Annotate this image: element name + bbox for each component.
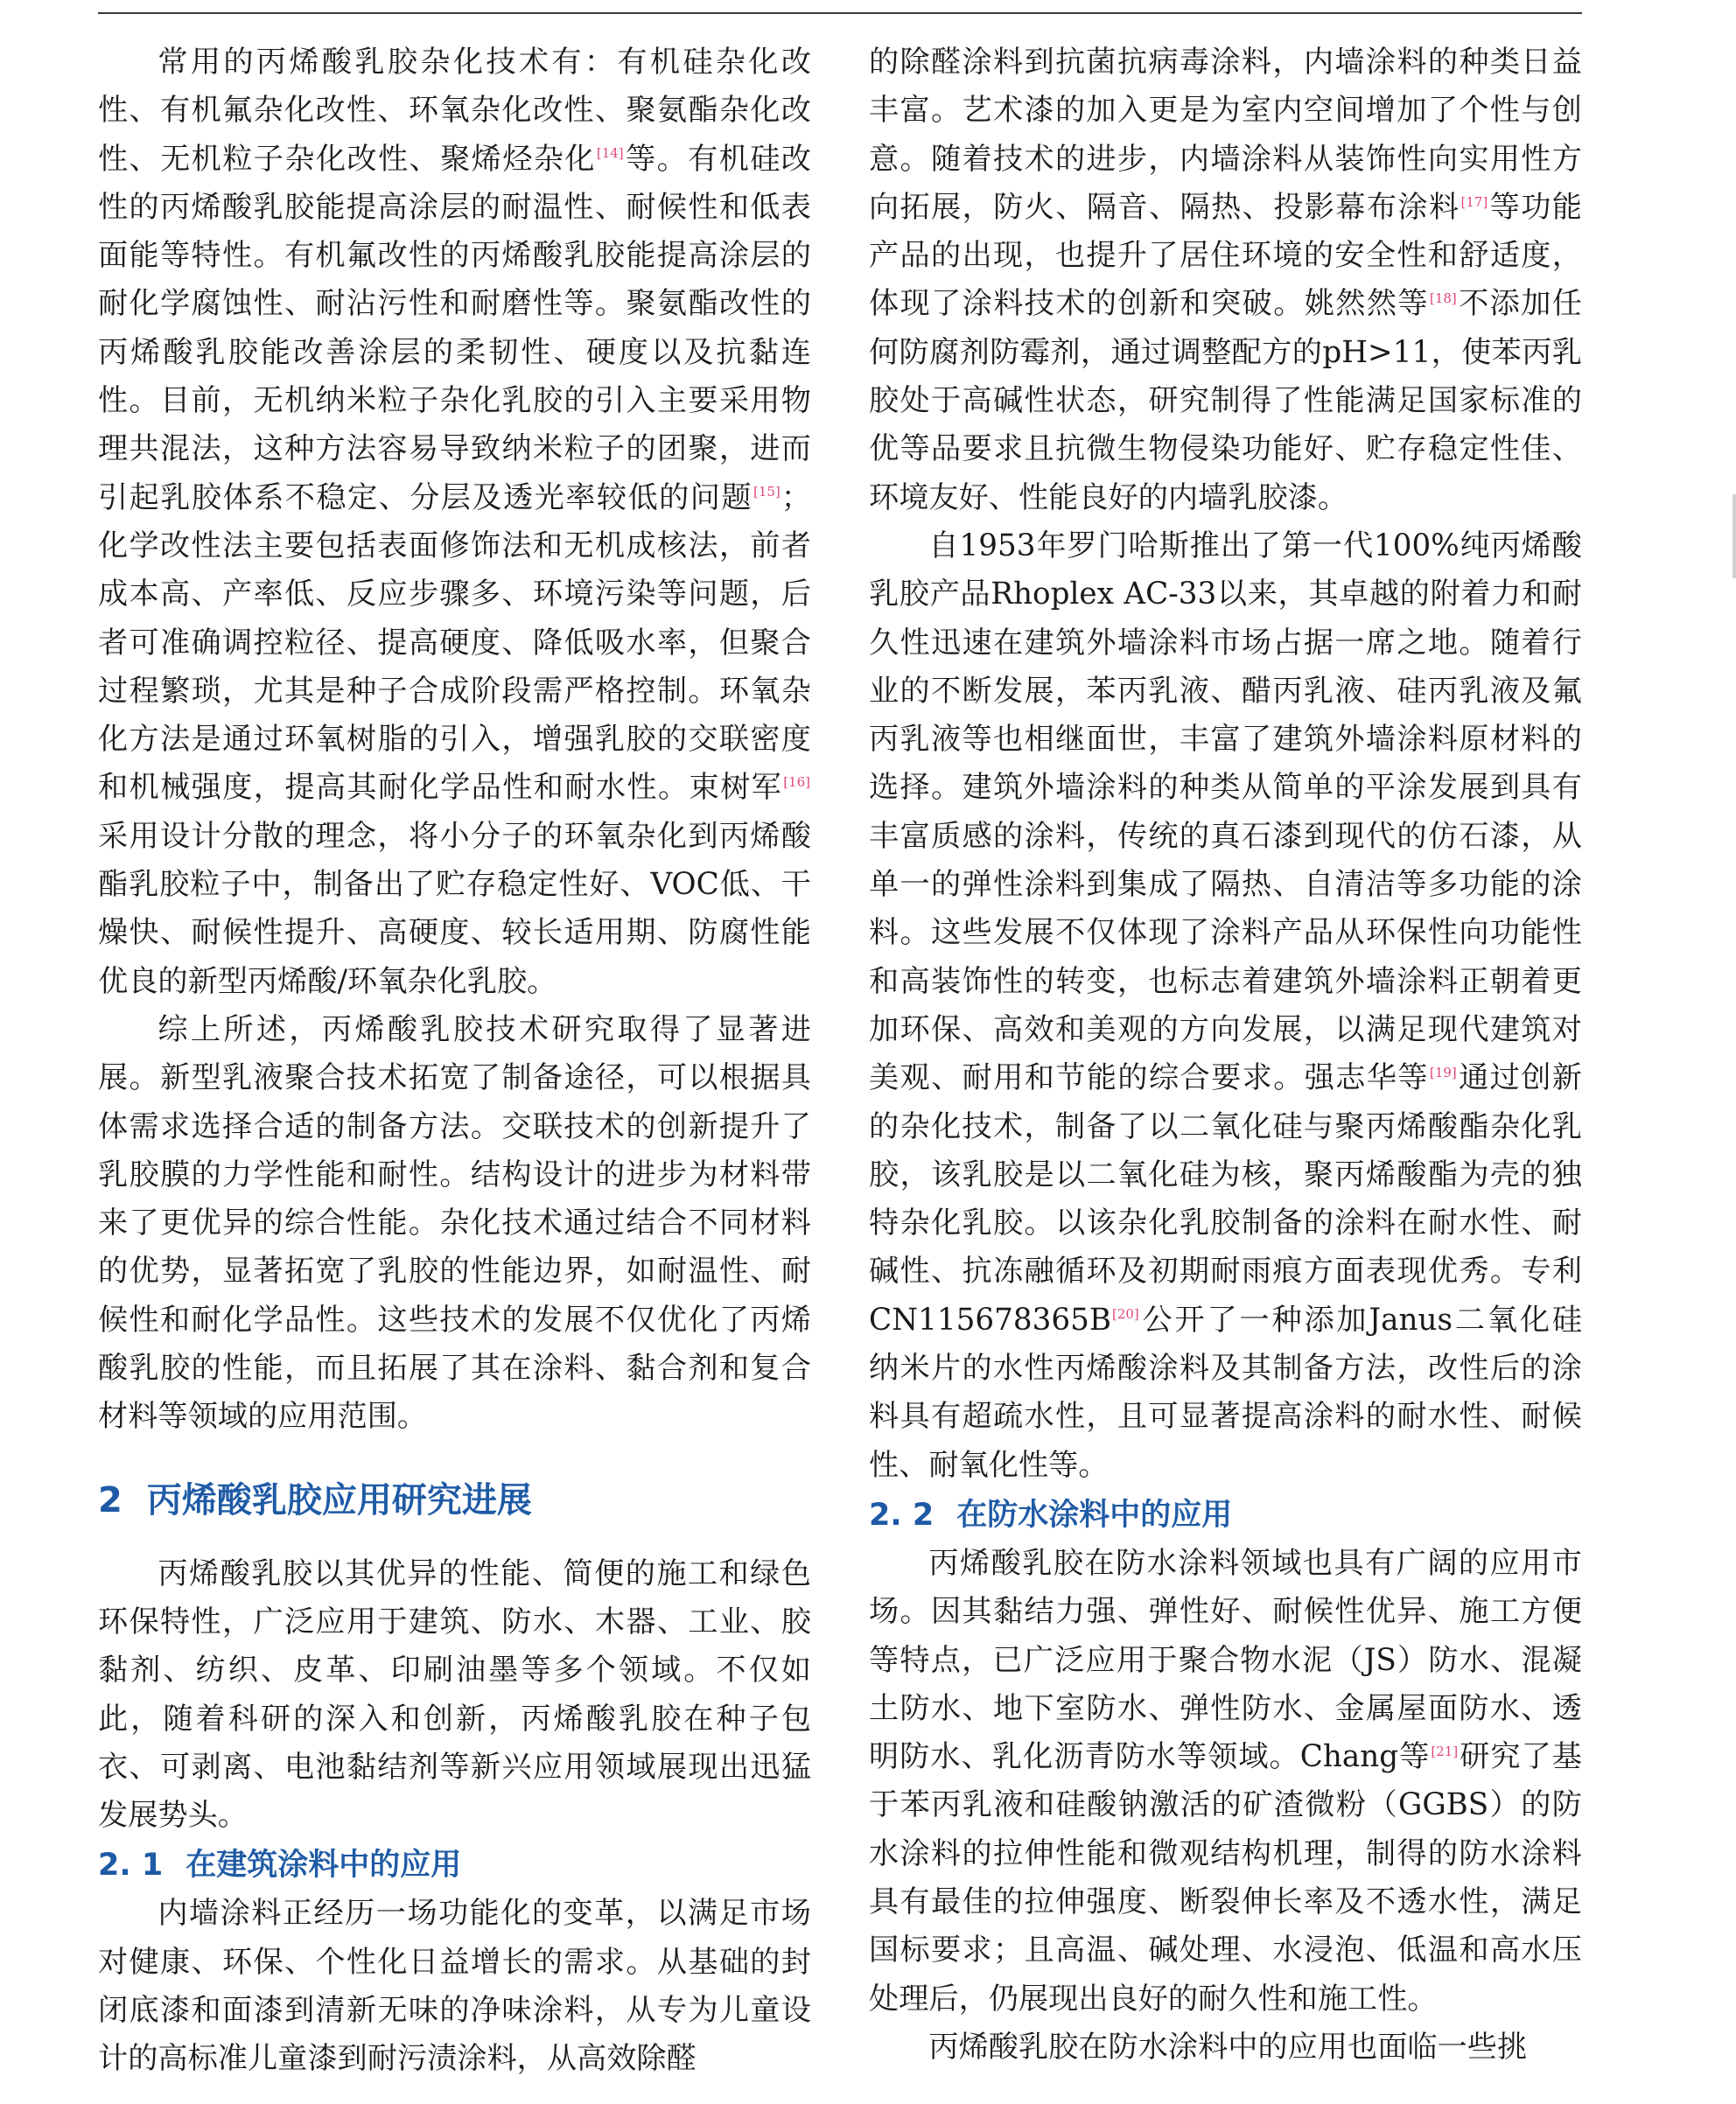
text: 丙烯酸乳胶在防水涂料领域也具有广阔的应用市场。因其黏结力强、弹性好、耐候性优异、施工方便等特点，已广泛应用于聚合物水泥（JS）防水、混凝土防水、地下室防水、弹性防水、金属屋面防水、透明防水、乳化沥青防水等领域。Chang等	[869, 1545, 1582, 1775]
paragraph-interior-coatings: 内墙涂料正经历一场功能化的变革，以满足市场对健康、环保、个性化日益增长的需求。从基础的封闭底漆和面漆到清新无味的净味涂料，从专为儿童设计的高标准儿童漆到耐污渍涂料，从高效除醛	[98, 1896, 811, 2077]
paragraph-summary: 综上所述，丙烯酸乳胶技术研究取得了显著进展。新型乳液聚合技术拓宽了制备途径，可以根据具体需求选择合适的制备方法。交联技术的创新提升了乳胶膜的力学性能和耐性。结构设计的进步为材料带来了更优异的综合性能。杂化技术通过结合不同材料的优势，显著拓宽了乳胶的性能边界，如耐温性、耐候性和耐化学品性。这些技术的发展不仅优化了丙烯酸乳胶的性能，而且拓展了其在涂料、黏合剂和复合材料等领域的应用范围。	[98, 1011, 811, 1435]
paragraph-waterproof-challenges: 丙烯酸乳胶在防水涂料中的应用也面临一些挑	[928, 2029, 1528, 2065]
section-number: 2	[98, 1479, 122, 1520]
paragraph-exterior-coatings	[869, 522, 1582, 1490]
section-number: 2. 1	[98, 1848, 164, 1884]
text: 不添加任何防腐剂防霉剂，通过调整配方的pH>11，使苯丙乳胶处于高碱性状态，研究制得了性能满足国家标准的优等品要求且抗微生物侵染功能好、贮存稳定性佳、环境友好、性能良好的内墙乳胶漆。	[869, 286, 1582, 515]
text: 研究了基于苯丙乳液和硅酸钠激活的矿渣微粉（GGBS）的防水涂料的拉伸性能和微观结构机理，制得的防水涂料具有最佳的拉伸强度、断裂伸长率及不透水性，满足国标要求；且高温、碱处理、水浸泡、低温和高水压处理后，仍展现出良好的耐久性和施工性。	[869, 1739, 1582, 2017]
citation-18[interactable]: [18]	[1429, 290, 1457, 307]
citation-21[interactable]: [21]	[1431, 1743, 1459, 1759]
text: 等。有机硅改性的丙烯酸乳胶能提高涂层的耐温性、耐候性和低表面能等特性。有机氟改性的丙烯酸乳胶能提高涂层的耐化学腐蚀性、耐沾污性和耐磨性等。聚氨酯改性的丙烯酸乳胶能改善涂层的柔韧性、硬度以及抗黏连性。目前，无机纳米粒子杂化乳胶的引入主要采用物理共混法，这种方法容易导致纳米粒子的团聚，进而引起乳胶体系不稳定、分层及透光率较低的问题	[98, 141, 811, 515]
citation-15[interactable]: [15]	[753, 484, 780, 500]
header-rule	[98, 12, 1582, 14]
paragraph-interior-coatings-cont	[869, 38, 1582, 522]
right-column	[869, 38, 1582, 2072]
section-title: 在防水涂料中的应用	[956, 1497, 1233, 1533]
text: 自1953年罗门哈斯推出了第一代100%纯丙烯酸乳胶产品Rhoplex AC-33以来，其卓越的附着力和耐久性迅速在建筑外墙涂料市场占据一席之地。随着行业的不断发展，苯丙乳液、醋丙乳液、硅丙乳液及氟丙乳液等也相继面世，丰富了建筑外墙涂料原材料的选择。建筑外墙涂料的种类从简单的平涂发展到具有丰富质感的涂料，传统的真石漆到现代的仿石漆，从单一的弹性涂料到集成了隔热、自清洁等多功能的涂料。这些发展不仅体现了涂料产品从环保性向功能性和高装饰性的转变，也标志着建筑外墙涂料正朝着更加环保、高效和美观的方向发展，以满足现代建筑对美观、耐用和节能的综合要求。强志华等	[869, 528, 1582, 1096]
section-title: 在建筑涂料中的应用	[186, 1848, 462, 1884]
citation-14[interactable]: [14]	[596, 145, 624, 162]
paragraph-waterproof-coatings	[869, 1540, 1582, 2024]
section-heading-2-2	[869, 1492, 1582, 1540]
citation-17[interactable]: [17]	[1460, 193, 1488, 210]
citation-19[interactable]: [19]	[1429, 1064, 1457, 1080]
paragraph-hybrid-techniques	[98, 38, 811, 1006]
text: 公开了一种添加Janus二氧化硅纳米片的水性丙烯酸涂料及其制备方法，改性后的涂料具有超疏水性，且可显著提高涂料的耐水性、耐候性、耐氧化性等。	[869, 1302, 1582, 1483]
text: ；化学改性法主要包括表面修饰法和无机成核法，前者成本高、产率低、反应步骤多、环境污染等问题，后者可准确调控粒径、提高硬度、降低吸水率，但聚合过程繁琐，尤其是种子合成阶段需严格控制。环氧杂化方法是通过环氧树脂的引入，增强乳胶的交联密度和机械强度，提高其耐化学品性和耐水性。束树军	[98, 479, 811, 806]
section-title: 丙烯酸乳胶应用研究进展	[146, 1479, 532, 1520]
text: 的除醛涂料到抗菌抗病毒涂料，内墙涂料的种类日益丰富。艺术漆的加入更是为室内空间增加了个性与创意。随着技术的进步，内墙涂料从装饰性向实用性方向拓展，防火、隔音、隔热、投影幕布涂料	[869, 45, 1582, 225]
text: 常用的丙烯酸乳胶杂化技术有：有机硅杂化改性、有机氟杂化改性、环氧杂化改性、聚氨酯杂化改性、无机粒子杂化改性、聚烯烃杂化	[98, 45, 811, 177]
paragraph-applications-intro: 丙烯酸乳胶以其优异的性能、简便的施工和绿色环保特性，广泛应用于建筑、防水、木器、工业、胶黏剂、纺织、皮革、印刷油墨等多个领域。不仅如此，随着科研的深入和创新，丙烯酸乳胶在种子包衣、可剥离、电池黏结剂等新兴应用领域展现出迅猛发展势头。	[98, 1555, 811, 1834]
citation-16[interactable]: [16]	[783, 774, 810, 791]
section-heading-2	[98, 1473, 811, 1527]
page-edge-mark	[1732, 494, 1736, 578]
text: 采用设计分散的理念，将小分子的环氧杂化到丙烯酸酯乳胶粒子中，制备出了贮存稳定性好、VOC低、干燥快、耐候性提升、高硬度、较长适用期、防腐性能优良的新型丙烯酸/环氧杂化乳胶。	[98, 818, 811, 999]
text: 通过创新的杂化技术，制备了以二氧化硅与聚丙烯酸酯杂化乳胶，该乳胶是以二氧化硅为核，聚丙烯酸酯为壳的独特杂化乳胶。以该杂化乳胶制备的涂料在耐水性、耐碱性、抗冻融循环及初期耐雨痕方面表现优秀。专利CN115678365B	[869, 1060, 1582, 1338]
section-heading-2-1	[98, 1842, 811, 1890]
left-column	[98, 38, 811, 2084]
section-number: 2. 2	[869, 1497, 934, 1533]
text: 等功能产品的出现，也提升了居住环境的安全性和舒适度，体现了涂料技术的创新和突破。姚然然等	[869, 189, 1582, 322]
citation-20[interactable]: [20]	[1111, 1306, 1139, 1323]
